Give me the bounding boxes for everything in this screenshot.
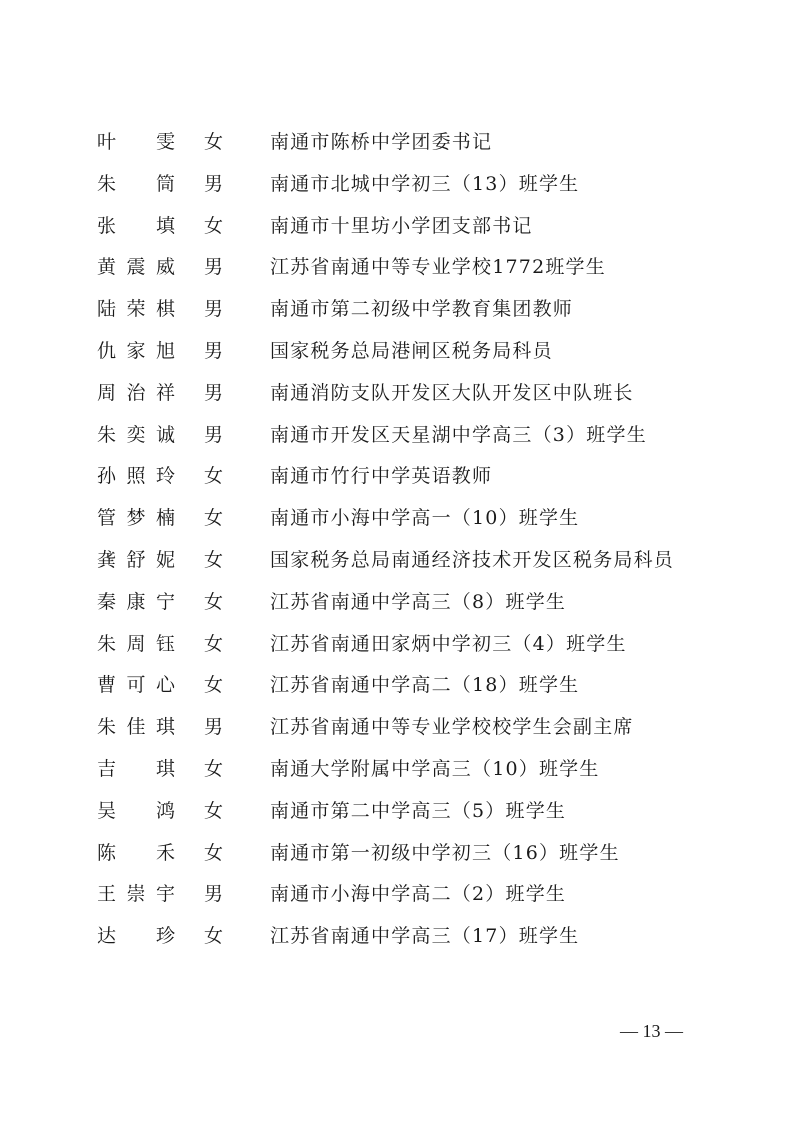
roster-row [0, 289, 800, 331]
person-name: 朱 筒 [97, 172, 175, 195]
roster-row [0, 833, 800, 875]
person-name: 吉 琪 [97, 757, 175, 780]
person-gender: 女 [204, 507, 224, 530]
roster-row [0, 331, 800, 373]
roster-row [0, 665, 800, 707]
person-name: 陈 禾 [97, 841, 175, 864]
person-description: 南通市第一初级中学初三（16）班学生 [270, 841, 620, 864]
person-gender: 女 [204, 465, 224, 488]
roster-row [0, 916, 800, 958]
person-gender: 男 [204, 339, 224, 362]
roster-row [0, 582, 800, 624]
roster-row [0, 456, 800, 498]
roster-row [0, 415, 800, 457]
roster-row [0, 164, 800, 206]
person-description: 南通市小海中学高一（10）班学生 [270, 507, 580, 530]
person-gender: 女 [204, 841, 224, 864]
person-name: 朱周钰 [97, 632, 175, 655]
person-name: 曹可心 [97, 674, 175, 697]
person-description: 南通市陈桥中学团委书记 [270, 131, 493, 153]
person-description: 江苏省南通中学高二（18）班学生 [270, 674, 580, 697]
person-name: 叶 雯 [97, 131, 175, 153]
roster-row [0, 540, 800, 582]
person-gender: 女 [204, 674, 224, 697]
roster-row [0, 707, 800, 749]
person-name: 孙照玲 [97, 465, 175, 488]
person-gender: 女 [204, 590, 224, 613]
person-description: 江苏省南通中学高三（17）班学生 [270, 925, 580, 948]
person-description: 南通消防支队开发区大队开发区中队班长 [270, 381, 634, 404]
roster-row [0, 206, 800, 248]
person-name: 仇家旭 [97, 339, 175, 362]
person-gender: 女 [204, 799, 224, 822]
person-description: 国家税务总局南通经济技术开发区税务局科员 [270, 548, 675, 571]
roster-row [0, 373, 800, 415]
person-gender: 女 [204, 214, 224, 237]
person-gender: 男 [204, 298, 224, 321]
person-gender: 男 [204, 716, 224, 739]
person-description: 南通市十里坊小学团支部书记 [270, 214, 533, 237]
roster-row [0, 122, 800, 164]
person-description: 南通市竹行中学英语教师 [270, 465, 493, 488]
person-name: 吴 鸿 [97, 799, 175, 822]
person-gender: 男 [204, 172, 224, 195]
person-gender: 男 [204, 381, 224, 404]
person-gender: 女 [204, 131, 224, 153]
roster-row [0, 749, 800, 791]
person-description: 江苏省南通中等专业学校校学生会副主席 [270, 716, 634, 739]
roster-list [0, 122, 800, 958]
person-gender: 女 [204, 548, 224, 571]
person-description: 南通市开发区天星湖中学高三（3）班学生 [270, 423, 647, 446]
person-gender: 女 [204, 632, 224, 655]
person-name: 朱奕诚 [97, 423, 175, 446]
person-gender: 男 [204, 883, 224, 906]
person-gender: 男 [204, 256, 224, 279]
roster-row [0, 874, 800, 916]
person-description: 南通大学附属中学高三（10）班学生 [270, 757, 600, 780]
person-name: 王崇宇 [97, 883, 175, 906]
person-gender: 女 [204, 757, 224, 780]
person-description: 南通市第二初级中学教育集团教师 [270, 298, 574, 321]
person-name: 龚舒妮 [97, 548, 175, 571]
person-description: 江苏省南通中等专业学校1772班学生 [270, 256, 606, 279]
person-name: 黄震威 [97, 256, 175, 279]
person-description: 江苏省南通田家炳中学初三（4）班学生 [270, 632, 627, 655]
person-name: 达 珍 [97, 925, 175, 948]
person-name: 陆荣棋 [97, 298, 175, 321]
roster-row [0, 624, 800, 666]
person-description: 国家税务总局港闸区税务局科员 [270, 339, 553, 362]
person-gender: 女 [204, 925, 224, 948]
person-description: 江苏省南通中学高三（8）班学生 [270, 590, 567, 613]
person-name: 张 填 [97, 214, 175, 237]
roster-row [0, 498, 800, 540]
person-gender: 男 [204, 423, 224, 446]
roster-row [0, 247, 800, 289]
person-name: 秦康宁 [97, 590, 175, 613]
person-description: 南通市北城中学初三（13）班学生 [270, 172, 580, 195]
person-name: 朱佳琪 [97, 716, 175, 739]
person-description: 南通市第二中学高三（5）班学生 [270, 799, 567, 822]
person-name: 管梦楠 [97, 507, 175, 530]
person-name: 周治祥 [97, 381, 175, 404]
person-description: 南通市小海中学高二（2）班学生 [270, 883, 567, 906]
roster-row [0, 791, 800, 833]
page-number: — 13 — [620, 1021, 683, 1041]
